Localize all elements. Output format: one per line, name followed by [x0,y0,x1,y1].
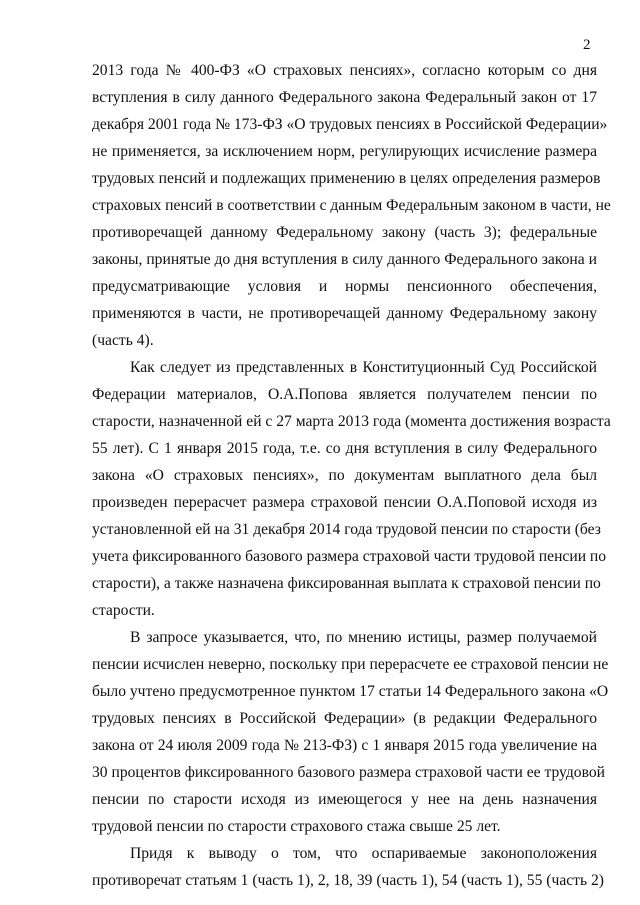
text-line: предусматривающие условия и нормы пенсионного обеспечения, [92,278,597,295]
text-line: противоречат статьям 1 (часть 1), 2, 18, 39 (часть 1), 54 (часть 1), 55 (часть 2) [92,872,604,889]
text-line: противоречащей данному Федеральному закону (часть 3); федеральные [92,224,597,241]
text-line: старости), а также назначена фиксированная выплата к страховой пенсии по [92,575,601,592]
text-line: законы, принятые до дня вступления в силу данного Федерального закона и [92,251,597,268]
text-line: произведен перерасчет размера страховой пенсии О.А.Поповой исходя из [92,494,597,511]
text-line: Федерации материалов, О.А.Попова является получателем пенсии по [92,386,597,403]
text-line: 30 процентов фиксированного базового размера страховой части ее трудовой [92,764,605,781]
text-line: пенсии по старости исходя из имеющегося у нее на день назначения [92,791,597,808]
text-line: вступления в силу данного Федерального закона Федеральный закон от 17 [92,89,597,106]
text-line: В запросе указывается, что, по мнению истицы, размер получаемой [130,629,597,646]
text-line: установленной ей на 31 декабря 2014 года трудовой пенсии по старости (без [92,521,601,538]
text-line: Как следует из представленных в Конституционный Суд Российской [130,359,597,376]
text-line: трудовых пенсиях в Российской Федерации» (в редакции Федерального [92,710,597,727]
text-line: учета фиксированного базового размера страховой части трудовой пенсии по [92,548,607,565]
text-line: страховых пенсий в соответствии с данным Федеральным законом в части, не [92,197,611,214]
text-line: 2013 года № 400-ФЗ «О страховых пенсиях», согласно которым со дня [92,62,597,79]
text-line: старости, назначенной ей с 27 марта 2013 года (момента достижения возраста [92,413,611,430]
text-line: Придя к выводу о том, что оспариваемые законоположения [130,845,597,862]
text-line: старости. [92,602,155,619]
text-line: декабря 2001 года № 173-ФЗ «О трудовых пенсиях в Российской Федерации» [92,116,608,133]
text-line: трудовых пенсий и подлежащих применению в целях определения размеров [92,170,601,187]
text-line: не применяется, за исключением норм, регулирующих исчисление размера [92,143,597,160]
text-line: пенсии исчислен неверно, поскольку при перерасчете ее страховой пенсии не [92,656,609,673]
text-line: (часть 4). [92,332,154,349]
text-line: 55 лет). С 1 января 2015 года, т.е. со дня вступления в силу Федерального [92,440,597,457]
text-line: применяются в части, не противоречащей данному Федеральному закону [92,305,597,322]
text-line: закона «О страховых пенсиях», по документам выплатного дела был [92,467,597,484]
text-line: трудовой пенсии по старости страхового стажа свыше 25 лет. [92,818,501,835]
text-line: было учтено предусмотренное пунктом 17 статьи 14 Федерального закона «О [92,683,609,700]
text-line: закона от 24 июля 2009 года № 213-ФЗ) с 1 января 2015 года увеличение на [92,737,597,754]
page-number: 2 [583,37,591,53]
